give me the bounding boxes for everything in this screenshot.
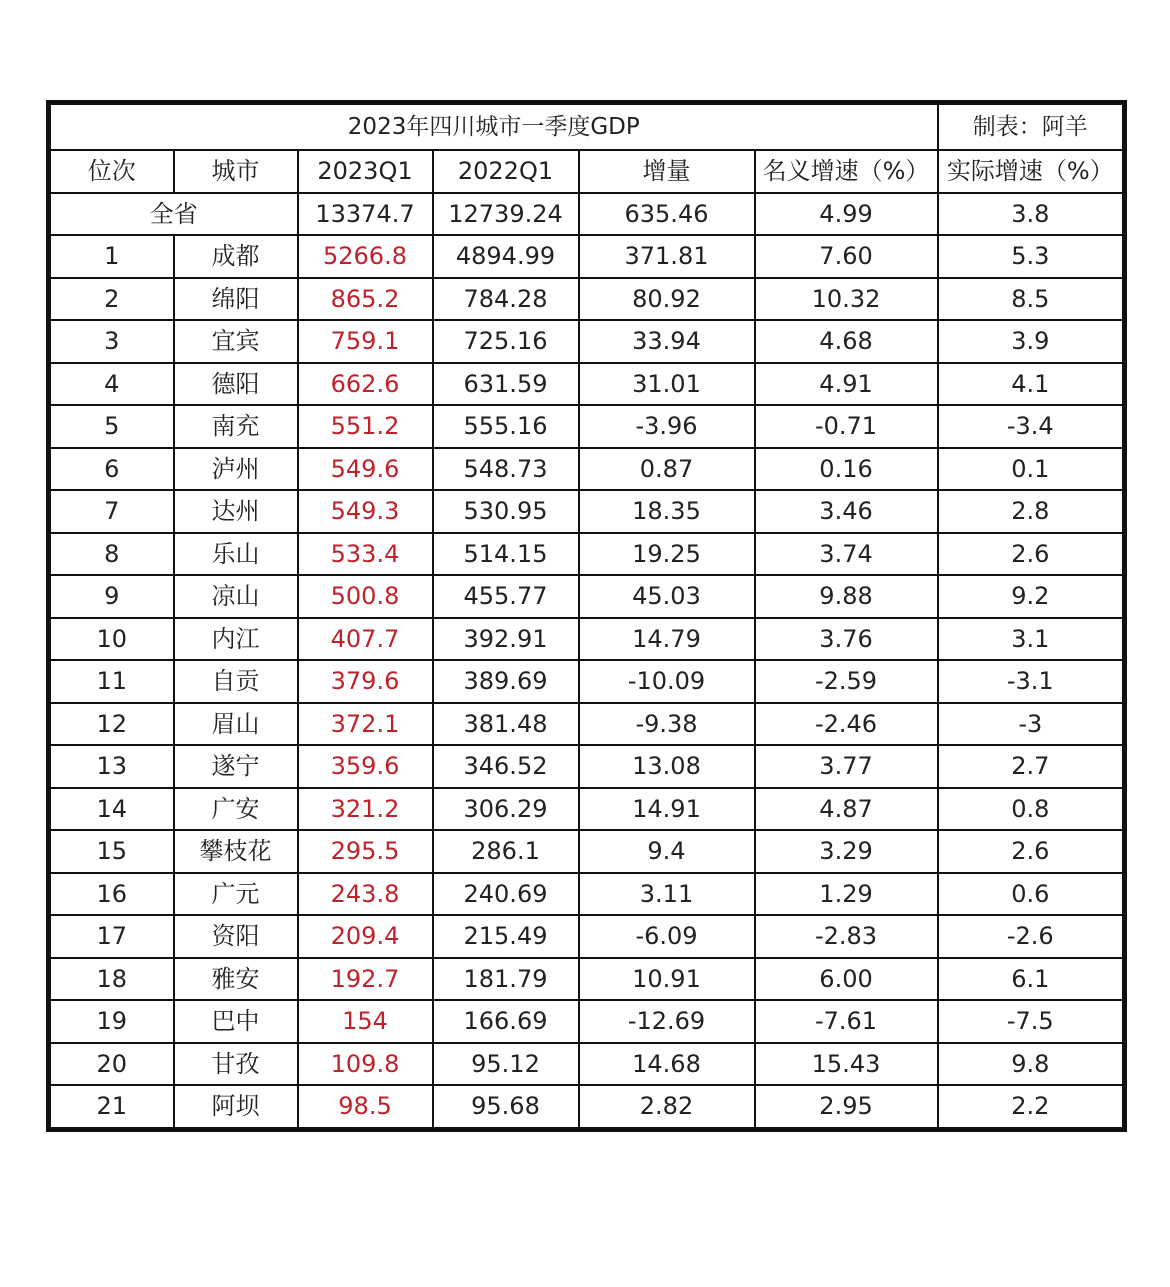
table-row (49, 363, 1125, 406)
nominal-growth-cell: 4.91 (755, 363, 938, 406)
table-row (49, 873, 1125, 916)
increase-cell: 45.03 (579, 575, 755, 618)
real-growth-cell: 9.2 (938, 575, 1125, 618)
increase-cell: 10.91 (579, 958, 755, 1001)
real-growth-cell: 0.1 (938, 448, 1125, 491)
province-row (49, 193, 1125, 236)
increase-cell: -10.09 (579, 660, 755, 703)
gdp-2022q1-cell: 381.48 (433, 703, 579, 746)
city-cell: 雅安 (174, 958, 298, 1001)
city-cell: 凉山 (174, 575, 298, 618)
table-title: 2023年四川城市一季度GDP (49, 103, 938, 151)
gdp-2022q1-cell: 555.16 (433, 405, 579, 448)
nominal-growth-cell: 9.88 (755, 575, 938, 618)
rank-cell: 21 (49, 1085, 174, 1129)
nominal-growth-cell: 4.87 (755, 788, 938, 831)
table-row (49, 958, 1125, 1001)
gdp-2023q1-cell: 154 (298, 1000, 433, 1043)
rank-cell: 13 (49, 745, 174, 788)
increase-cell: 80.92 (579, 278, 755, 321)
gdp-2023q1-cell: 379.6 (298, 660, 433, 703)
gdp-2022q1-cell: 631.59 (433, 363, 579, 406)
table-row (49, 278, 1125, 321)
city-cell: 遂宁 (174, 745, 298, 788)
gdp-2023q1-cell: 549.3 (298, 490, 433, 533)
city-cell: 广元 (174, 873, 298, 916)
gdp-2023q1-cell: 549.6 (298, 448, 433, 491)
city-cell: 阿坝 (174, 1085, 298, 1129)
nominal-growth-cell: 7.60 (755, 235, 938, 278)
city-cell: 泸州 (174, 448, 298, 491)
gdp-2023q1-cell: 533.4 (298, 533, 433, 576)
gdp-2022q1-cell: 240.69 (433, 873, 579, 916)
increase-cell: 0.87 (579, 448, 755, 491)
rank-cell: 20 (49, 1043, 174, 1086)
increase-cell: 31.01 (579, 363, 755, 406)
gdp-2022q1-cell: 166.69 (433, 1000, 579, 1043)
province-2023q1: 13374.7 (298, 193, 433, 236)
province-real: 3.8 (938, 193, 1125, 236)
city-cell: 宜宾 (174, 320, 298, 363)
rank-cell: 18 (49, 958, 174, 1001)
nominal-growth-cell: 3.77 (755, 745, 938, 788)
table-row (49, 703, 1125, 746)
header-nominal-growth: 名义增速（%） (755, 150, 938, 193)
gdp-2022q1-cell: 215.49 (433, 915, 579, 958)
city-cell: 乐山 (174, 533, 298, 576)
header-rank: 位次 (49, 150, 174, 193)
real-growth-cell: -3.4 (938, 405, 1125, 448)
rank-cell: 19 (49, 1000, 174, 1043)
nominal-growth-cell: 1.29 (755, 873, 938, 916)
gdp-2023q1-cell: 662.6 (298, 363, 433, 406)
gdp-2022q1-cell: 392.91 (433, 618, 579, 661)
gdp-2023q1-cell: 865.2 (298, 278, 433, 321)
increase-cell: 371.81 (579, 235, 755, 278)
nominal-growth-cell: -0.71 (755, 405, 938, 448)
province-nominal: 4.99 (755, 193, 938, 236)
city-cell: 达州 (174, 490, 298, 533)
city-cell: 资阳 (174, 915, 298, 958)
real-growth-cell: 0.6 (938, 873, 1125, 916)
table-row (49, 1043, 1125, 1086)
gdp-2023q1-cell: 192.7 (298, 958, 433, 1001)
gdp-2023q1-cell: 321.2 (298, 788, 433, 831)
table-row (49, 915, 1125, 958)
nominal-growth-cell: -2.83 (755, 915, 938, 958)
rank-cell: 11 (49, 660, 174, 703)
gdp-2023q1-cell: 109.8 (298, 1043, 433, 1086)
real-growth-cell: -3 (938, 703, 1125, 746)
nominal-growth-cell: 3.74 (755, 533, 938, 576)
rank-cell: 14 (49, 788, 174, 831)
table-row (49, 618, 1125, 661)
real-growth-cell: 3.9 (938, 320, 1125, 363)
table-row (49, 660, 1125, 703)
gdp-table (46, 100, 1127, 1132)
rank-cell: 7 (49, 490, 174, 533)
increase-cell: 13.08 (579, 745, 755, 788)
city-cell: 绵阳 (174, 278, 298, 321)
nominal-growth-cell: -7.61 (755, 1000, 938, 1043)
table-credit: 制表：阿羊 (938, 103, 1125, 151)
increase-cell: 2.82 (579, 1085, 755, 1129)
increase-cell: -6.09 (579, 915, 755, 958)
city-cell: 自贡 (174, 660, 298, 703)
real-growth-cell: 8.5 (938, 278, 1125, 321)
province-increase: 635.46 (579, 193, 755, 236)
real-growth-cell: 2.7 (938, 745, 1125, 788)
gdp-2023q1-cell: 295.5 (298, 830, 433, 873)
gdp-table-container (46, 100, 1122, 1132)
gdp-2022q1-cell: 4894.99 (433, 235, 579, 278)
table-row (49, 1085, 1125, 1129)
increase-cell: 14.68 (579, 1043, 755, 1086)
rank-cell: 4 (49, 363, 174, 406)
header-2022q1: 2022Q1 (433, 150, 579, 193)
table-row (49, 490, 1125, 533)
increase-cell: -9.38 (579, 703, 755, 746)
rank-cell: 10 (49, 618, 174, 661)
header-increase: 增量 (579, 150, 755, 193)
nominal-growth-cell: 2.95 (755, 1085, 938, 1129)
gdp-2023q1-cell: 5266.8 (298, 235, 433, 278)
gdp-2022q1-cell: 286.1 (433, 830, 579, 873)
table-row (49, 788, 1125, 831)
nominal-growth-cell: -2.46 (755, 703, 938, 746)
nominal-growth-cell: 3.46 (755, 490, 938, 533)
rank-cell: 6 (49, 448, 174, 491)
gdp-2023q1-cell: 759.1 (298, 320, 433, 363)
rank-cell: 12 (49, 703, 174, 746)
real-growth-cell: 2.6 (938, 533, 1125, 576)
nominal-growth-cell: 10.32 (755, 278, 938, 321)
gdp-2022q1-cell: 389.69 (433, 660, 579, 703)
city-cell: 德阳 (174, 363, 298, 406)
increase-cell: 3.11 (579, 873, 755, 916)
real-growth-cell: 6.1 (938, 958, 1125, 1001)
rank-cell: 2 (49, 278, 174, 321)
gdp-2023q1-cell: 243.8 (298, 873, 433, 916)
gdp-2022q1-cell: 514.15 (433, 533, 579, 576)
increase-cell: -3.96 (579, 405, 755, 448)
city-cell: 眉山 (174, 703, 298, 746)
real-growth-cell: 0.8 (938, 788, 1125, 831)
gdp-2022q1-cell: 181.79 (433, 958, 579, 1001)
gdp-2023q1-cell: 372.1 (298, 703, 433, 746)
table-row (49, 235, 1125, 278)
rank-cell: 1 (49, 235, 174, 278)
province-2022q1: 12739.24 (433, 193, 579, 236)
header-real-growth: 实际增速（%） (938, 150, 1125, 193)
rank-cell: 17 (49, 915, 174, 958)
rank-cell: 15 (49, 830, 174, 873)
increase-cell: 9.4 (579, 830, 755, 873)
table-row (49, 830, 1125, 873)
nominal-growth-cell: 0.16 (755, 448, 938, 491)
gdp-2023q1-cell: 551.2 (298, 405, 433, 448)
real-growth-cell: -2.6 (938, 915, 1125, 958)
city-cell: 成都 (174, 235, 298, 278)
gdp-2022q1-cell: 784.28 (433, 278, 579, 321)
gdp-2022q1-cell: 95.68 (433, 1085, 579, 1129)
table-row (49, 1000, 1125, 1043)
gdp-2022q1-cell: 306.29 (433, 788, 579, 831)
table-row (49, 320, 1125, 363)
real-growth-cell: 5.3 (938, 235, 1125, 278)
real-growth-cell: 2.6 (938, 830, 1125, 873)
gdp-2023q1-cell: 98.5 (298, 1085, 433, 1129)
city-cell: 巴中 (174, 1000, 298, 1043)
real-growth-cell: 2.8 (938, 490, 1125, 533)
header-2023q1: 2023Q1 (298, 150, 433, 193)
increase-cell: 19.25 (579, 533, 755, 576)
real-growth-cell: 4.1 (938, 363, 1125, 406)
rank-cell: 16 (49, 873, 174, 916)
table-row (49, 405, 1125, 448)
rank-cell: 8 (49, 533, 174, 576)
city-cell: 内江 (174, 618, 298, 661)
city-cell: 攀枝花 (174, 830, 298, 873)
rank-cell: 3 (49, 320, 174, 363)
increase-cell: 33.94 (579, 320, 755, 363)
table-row (49, 533, 1125, 576)
gdp-2023q1-cell: 407.7 (298, 618, 433, 661)
increase-cell: 14.79 (579, 618, 755, 661)
increase-cell: -12.69 (579, 1000, 755, 1043)
header-row (49, 150, 1125, 193)
gdp-2023q1-cell: 209.4 (298, 915, 433, 958)
city-cell: 广安 (174, 788, 298, 831)
gdp-2023q1-cell: 500.8 (298, 575, 433, 618)
real-growth-cell: 9.8 (938, 1043, 1125, 1086)
real-growth-cell: 3.1 (938, 618, 1125, 661)
gdp-2022q1-cell: 455.77 (433, 575, 579, 618)
table-row (49, 745, 1125, 788)
real-growth-cell: -7.5 (938, 1000, 1125, 1043)
gdp-2022q1-cell: 95.12 (433, 1043, 579, 1086)
rank-cell: 9 (49, 575, 174, 618)
city-cell: 甘孜 (174, 1043, 298, 1086)
real-growth-cell: -3.1 (938, 660, 1125, 703)
nominal-growth-cell: -2.59 (755, 660, 938, 703)
gdp-2022q1-cell: 530.95 (433, 490, 579, 533)
nominal-growth-cell: 15.43 (755, 1043, 938, 1086)
header-city: 城市 (174, 150, 298, 193)
gdp-2022q1-cell: 725.16 (433, 320, 579, 363)
increase-cell: 18.35 (579, 490, 755, 533)
table-row (49, 448, 1125, 491)
province-label: 全省 (49, 193, 298, 236)
increase-cell: 14.91 (579, 788, 755, 831)
gdp-2022q1-cell: 346.52 (433, 745, 579, 788)
gdp-2022q1-cell: 548.73 (433, 448, 579, 491)
gdp-2023q1-cell: 359.6 (298, 745, 433, 788)
real-growth-cell: 2.2 (938, 1085, 1125, 1129)
title-row (49, 103, 1125, 151)
nominal-growth-cell: 6.00 (755, 958, 938, 1001)
rank-cell: 5 (49, 405, 174, 448)
nominal-growth-cell: 4.68 (755, 320, 938, 363)
table-row (49, 575, 1125, 618)
nominal-growth-cell: 3.76 (755, 618, 938, 661)
city-cell: 南充 (174, 405, 298, 448)
nominal-growth-cell: 3.29 (755, 830, 938, 873)
